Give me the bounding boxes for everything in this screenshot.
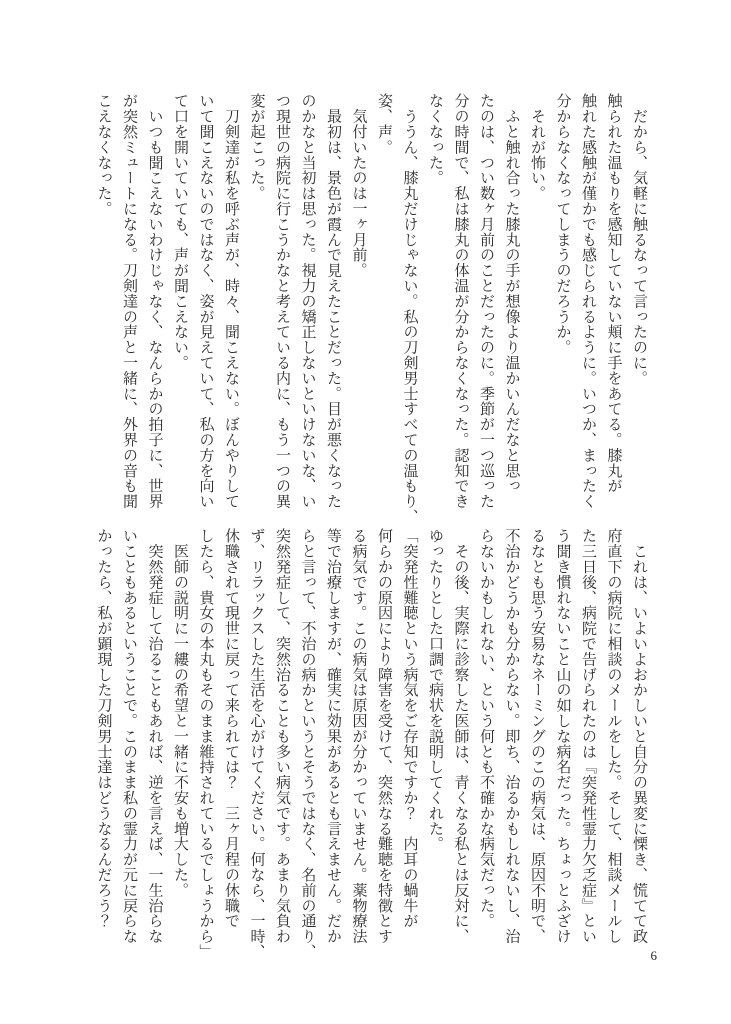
text-column: た三日後、病院で告げられたのは『突発性霊力欠乏症』とい — [580, 528, 596, 944]
text-column: 分の時間で、私は膝丸の体温が分からなくなった。認知でき — [452, 93, 469, 509]
text-column: ううん、膝丸だけじゃない。私の刀剣男士すべての温もり、 — [401, 93, 418, 525]
text-column: こえなくなった。 — [95, 93, 112, 217]
text-column: 気付いたのは一ヶ月前。 — [350, 93, 367, 278]
text-column: ゆったりとした口調で病状を説明してくれた。 — [427, 528, 443, 852]
text-column: いて聞こえないのではなく、姿が見えていて、私の方を向い — [197, 93, 214, 509]
text-column: つ現世の病院に行こうかなと考えている内に、もう一つの異 — [274, 93, 290, 509]
text-column: 変が起こった。 — [248, 93, 265, 201]
text-column: 休職されて現世に戻って来られては？ 三ヶ月程の休職で — [223, 528, 239, 929]
story-text-bottom-section — [96, 528, 648, 964]
text-column: その後、実際に診察した医師は、青くなる私とは反対に、 — [452, 528, 469, 944]
text-column: らと言って、不治の病かというとそうではなく、名前の通り、 — [299, 528, 316, 960]
text-column: 刀剣達が私を呼ぶ声が、時々、聞こえない。ぼんやりして — [223, 93, 239, 509]
text-column: それが怖い。 — [529, 93, 545, 201]
text-column: 等で治療しますが、確実に効果があるとも言えません。だか — [325, 528, 341, 944]
text-column: したら、貴女の本丸もそのまま維持されているでしょうから」 — [197, 528, 214, 960]
text-column: ふと触れ合った膝丸の手が想像より温かいんだなと思っ — [503, 93, 520, 494]
text-column: 「突発性難聴という病気をご存知ですか？ 内耳の蝸牛が — [401, 528, 418, 929]
text-column: が突然ミュートになる。刀剣達の声と一緒に、外界の音も聞 — [121, 93, 137, 509]
text-column: 医師の説明に一縷の希望と一緒に不安も増大した。 — [172, 528, 188, 898]
text-column: これは、いよいよおかしいと自分の異変に慄き、慌てて政 — [631, 528, 647, 944]
text-column: る病気です。この病気は原因が分かっていません。薬物療法 — [350, 528, 367, 944]
text-column: いつも聞こえないわけじゃなく、なんらかの拍子に、世界 — [146, 93, 163, 509]
text-column: 触られた温もりを感知していない頬に手をあてる。膝丸が — [605, 93, 622, 494]
text-column: 何らかの原因により障害を受けて、突然なる難聴を特徴とす — [376, 528, 392, 944]
text-column: 最初は、景色が霞んで見えたことだった。目が悪くなった — [325, 93, 341, 509]
text-column: なくなった。 — [427, 93, 443, 186]
text-column: 不治かどうかも分からない。即ち、治るかもしれないし、治 — [503, 528, 520, 944]
story-text-top-section — [96, 93, 648, 529]
text-column: 府直下の病院に相談のメールをした。そして、相談メールし — [605, 528, 622, 944]
text-column: らないかもしれない、という何とも不確かな病気だった。 — [478, 528, 494, 929]
text-column: 触れた感触が僅かでも感じられるように。いつか、まったく — [580, 93, 596, 509]
text-column: だから、気軽に触るなって言ったのに。 — [631, 93, 647, 386]
text-column: う聞き慣れないこと山の如しな病名だった。ちょっとふざけ — [554, 528, 571, 944]
text-column: て口を開いていても、声が聞こえない。 — [172, 93, 188, 371]
page-number: 6 — [650, 948, 657, 963]
text-column: るなとも思う安易なネーミングのこの病気は、原因不明で、 — [529, 528, 545, 944]
text-column: 突然発症して治ることもあれば、逆を言えば、一生治らな — [146, 528, 163, 944]
text-column: たのは、つい数ヶ月前のことだったのに。季節が一つ巡った — [478, 93, 494, 509]
text-column: ず、リラックスした生活を心がけてください。何なら、一時、 — [248, 528, 265, 960]
text-column: のかなと当初は思った。視力の矯正しないといけないな、い — [299, 93, 316, 509]
text-column: 姿、声。 — [376, 93, 392, 155]
text-column: かったら、私が顕現した刀剣男士達はどうなるんだろう？ — [95, 528, 112, 929]
text-column: 突然発症して、突然治ることも多い病気です。あまり気負わ — [274, 528, 290, 944]
text-column: 分からなくなってしまうのだろうか。 — [554, 93, 571, 355]
text-column: いこともあるということで。このまま私の霊力が元に戻らな — [121, 528, 137, 944]
